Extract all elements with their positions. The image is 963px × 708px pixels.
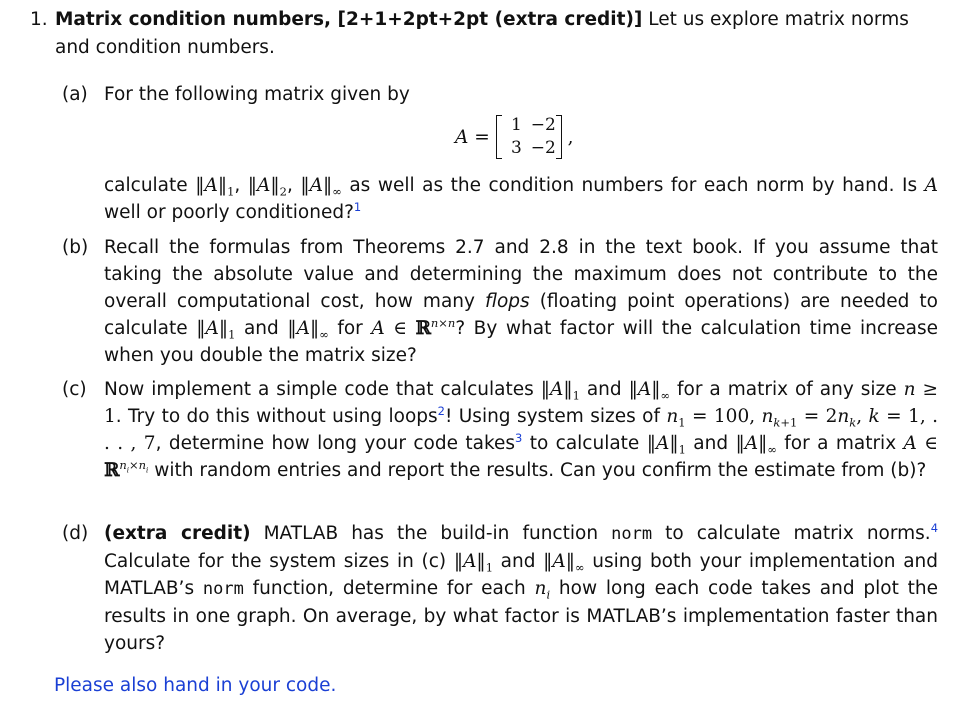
problem-intro: Let us explore matrix norms and condition numbers. bbox=[55, 9, 909, 58]
part-a-text: calculate $‖A‖_1$, $‖A‖_2$, $‖A‖_\infty$ as well as the condition numbers for each norm by hand. Is A well or poorly conditioned?$^1$ bbox=[104, 175, 939, 223]
matrix-cell: 1 bbox=[510, 115, 522, 135]
footnote-1[interactable]: 1 bbox=[353, 199, 362, 214]
part-a bbox=[62, 81, 938, 108]
part-c: (c) Now implement a simple code that calculates $‖A‖_1$ and $‖A‖_\infty$ for a matrix of any size n ≥ 1. Try to do this without using loops$^2$! Using system sizes of $n_1 = 100$, $n_{k+1} = 2n_k$, k = 1, . . . , 7, determine how long your code takes$^3$ to calculate $‖A‖_1$ and $‖A‖_\infty$ for a matrix A ∈ ℝ$^{n_i\times n_i}$ with random entries and report the results. Can you confirm the estimate from (b)? bbox=[62, 376, 938, 484]
part-a-label: (a) bbox=[62, 84, 88, 105]
footnote-2[interactable]: 2 bbox=[437, 403, 445, 418]
hand-in-note: Please also hand in your code. bbox=[54, 675, 337, 696]
matrix-equation: A = 1 −2 3 −2 , bbox=[455, 115, 574, 158]
part-b: (b) Recall the formulas from Theorems 2.7 and 2.8 in the text book. If you assume that taking the absolute value and determining the maximum does not contribute to the overall computational cost, how many flops (floating point operations) are needed to calculate $‖A‖_1$ and $‖A‖_\infty$ for A ∈ ℝ$^{n\times n}$? By what factor will the calculation time increase when you double the matrix size? bbox=[62, 234, 938, 369]
problem-number: 1. bbox=[30, 9, 48, 30]
code-norm-2: norm bbox=[202, 579, 244, 599]
part-d: (d) (extra credit) MATLAB has the build-in function norm to calculate matrix norms.$^4$ Calculate for the system sizes in (c) $‖A‖_1$ and $‖A‖_\infty$ using both your implementation and MATLAB’s norm function, determine for each $n_i$ how long each code takes and plot the results in one graph. On average, by what factor is MATLAB’s implementation faster than yours? bbox=[62, 520, 938, 654]
part-d-label: (d) bbox=[62, 523, 89, 544]
problem-header bbox=[30, 6, 940, 62]
part-c-label: (c) bbox=[62, 379, 87, 400]
footnote-4[interactable]: 4 bbox=[930, 520, 938, 535]
code-norm: norm bbox=[611, 524, 653, 544]
part-b-label: (b) bbox=[62, 237, 89, 258]
matrix-A bbox=[496, 114, 562, 160]
flops-word: flops bbox=[485, 291, 530, 312]
footnote-3[interactable]: 3 bbox=[515, 430, 523, 445]
matrix-name: A bbox=[455, 126, 469, 148]
matrix-cell: 3 bbox=[510, 138, 522, 158]
problem-title: Matrix condition numbers, [2+1+2pt+2pt (extra credit)] bbox=[55, 9, 643, 30]
matrix-cell: −2 bbox=[530, 138, 556, 158]
extra-credit-label: (extra credit) bbox=[104, 523, 251, 544]
part-a-lead: For the following matrix given by bbox=[104, 84, 410, 105]
matrix-cell: −2 bbox=[530, 115, 556, 135]
